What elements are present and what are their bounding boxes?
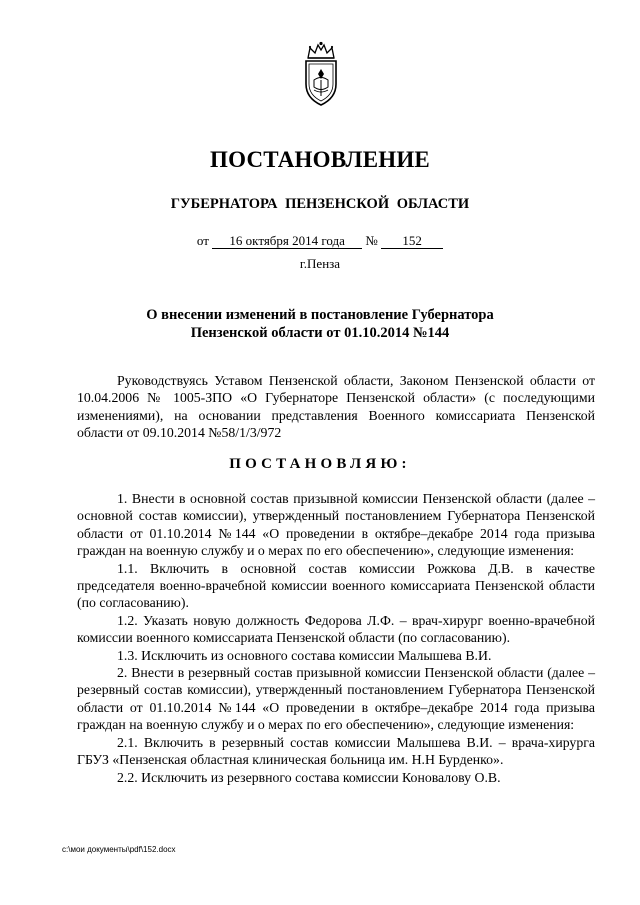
- footer-file-path: c:\мои документы\pdf\152.docx: [62, 845, 176, 854]
- paragraph-1-3: 1.3. Исключить из основного состава комиссии Малышева В.И.: [117, 647, 492, 663]
- coat-of-arms-icon: [298, 40, 344, 108]
- decree-body: [77, 490, 595, 786]
- paragraph-1-1: 1.1. Включить в основной состав комиссии Рожкова Д.В. в качестве председателя военно-врачебной комиссии военного комиссариата Пензенской области (по согласованию).: [77, 560, 595, 611]
- number-sign: №: [365, 233, 378, 248]
- paragraph-2: 2. Внести в резервный состав призывной комиссии Пензенской области (далее – резервный состав комиссии), утвержденный постановлением Губернатора Пензенской области от 01.10.2014 №144 «О проведении в октябре–декабре 2014 года призыва граждан на военную службу и о мерах по его обеспечению», следующие изменения:: [77, 665, 595, 733]
- date-prefix: от: [196, 233, 209, 248]
- decree-heading: ПОСТАНОВЛЯЮ:: [229, 456, 411, 472]
- document-subject: [0, 306, 640, 342]
- paragraph-2-2: 2.2. Исключить из резервного состава комиссии Коновалову О.В.: [117, 769, 501, 785]
- preamble-paragraph: Руководствуясь Уставом Пензенской области, Законом Пензенской области от 10.04.2006 № 1005-ЗПО «О Губернаторе Пензенской области» (с последующими изменениями), на основании представления Военного комиссариата Пензенской области от 09.10.2014 №58/1/3/972: [77, 373, 595, 441]
- document-type-title: ПОСТАНОВЛЕНИЕ: [210, 147, 430, 172]
- city-name: г.Пенза: [299, 256, 341, 271]
- document-date: 16 октября 2014 года: [212, 233, 362, 249]
- date-number-line: [0, 233, 640, 249]
- subject-line-1: О внесении изменений в постановление Губернатора: [146, 307, 494, 323]
- issuer-title: ГУБЕРНАТОРА ПЕНЗЕНСКОЙ ОБЛАСТИ: [170, 196, 470, 212]
- paragraph-1: 1. Внести в основной состав призывной комиссии Пензенской области (далее – основной состав комиссии), утвержденный постановлением Губернатора Пензенской области от 01.10.2014 №144 «О проведении в октябре–декабре 2014 года призыва граждан на военную службу и о мерах по его обеспечению», следующие изменения:: [77, 491, 595, 559]
- paragraph-2-1: 2.1. Включить в резервный состав комиссии Малышева В.И. – врача-хирурга ГБУЗ «Пензенская областная клиническая больница им. Н.Н Бурденко».: [77, 734, 595, 768]
- subject-line-2: Пензенской области от 01.10.2014 №144: [190, 325, 450, 341]
- document-number: 152: [381, 233, 443, 249]
- paragraph-1-2: 1.2. Указать новую должность Федорова Л.Ф. – врач-хирург военно-врачебной комиссии военного комиссариата Пензенской области (по согласованию).: [77, 612, 595, 646]
